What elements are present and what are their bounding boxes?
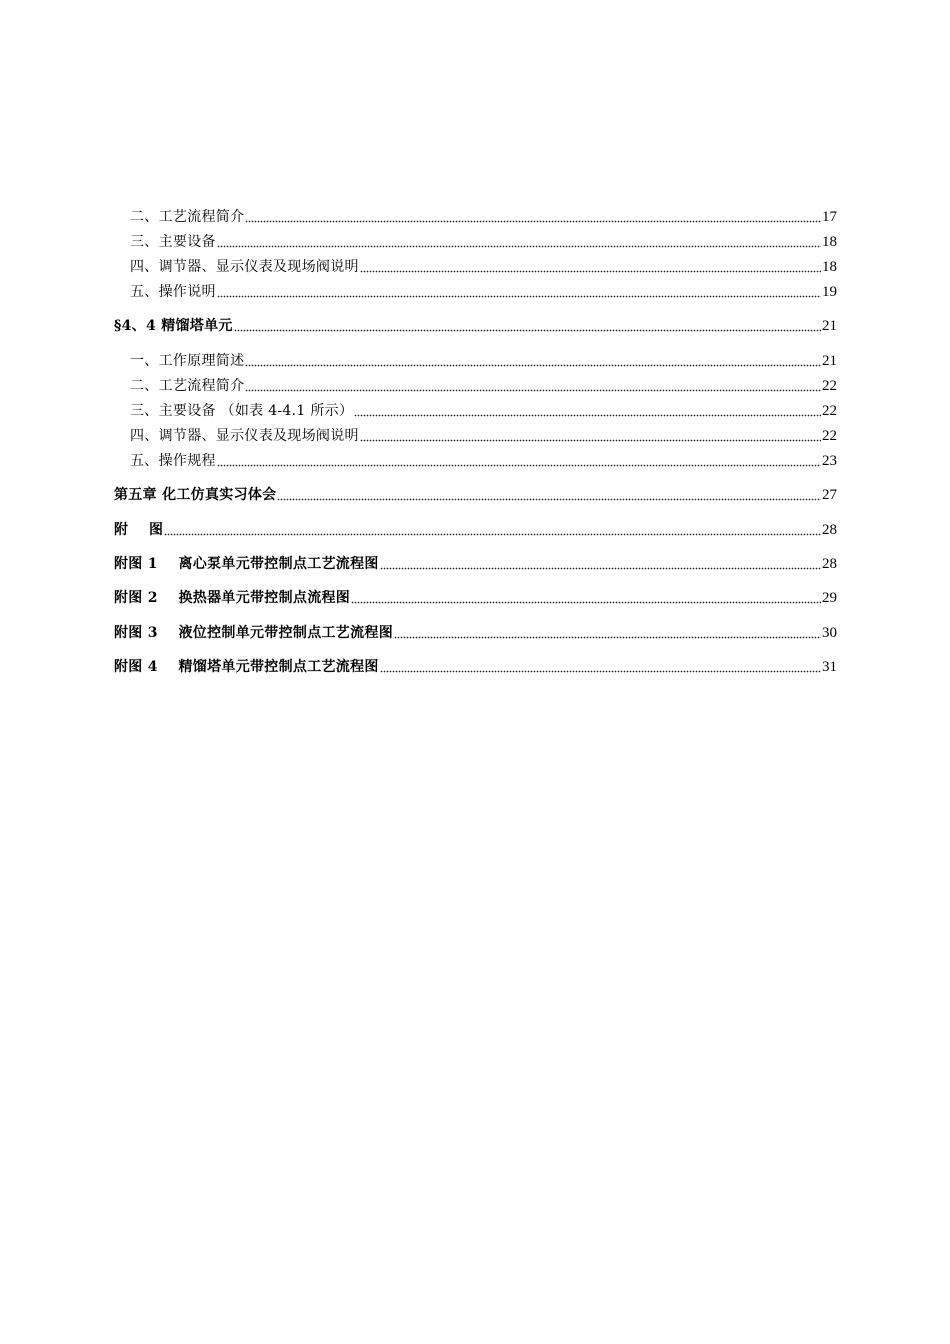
toc-entry-title: 三、主要设备 [130,234,216,250]
toc-entry-page: 28 [822,522,837,538]
toc-entry-page: 31 [822,659,837,675]
toc-entry[interactable] [130,229,837,251]
toc-appendix-entry[interactable] [114,517,837,539]
toc-entry[interactable] [130,373,837,395]
toc-entry-title: 四、调节器、显示仪表及现场阀说明 [130,259,359,275]
toc-dot-leader [217,293,821,298]
toc-entry-page: 18 [822,234,837,250]
toc-figure-entry[interactable] [114,551,837,573]
toc-dot-leader [234,327,821,332]
toc-entry-page: 28 [822,556,837,572]
toc-section-entry[interactable] [114,313,837,335]
toc-entry-title: §4、4 精馏塔单元 [114,318,233,334]
toc-dot-leader [277,496,821,501]
toc-entry-title: 附图 3 液位控制单元带控制点工艺流程图 [114,625,394,641]
toc-entry-title: 附图 4 精馏塔单元带控制点工艺流程图 [114,659,379,675]
toc-chapter-entry[interactable] [114,482,837,504]
toc-dot-leader [394,634,821,639]
toc-entry[interactable] [130,448,837,470]
toc-dot-leader [380,668,821,673]
toc-entry-title: 第五章 化工仿真实习体会 [114,487,277,503]
toc-entry-page: 22 [822,428,837,444]
toc-dot-leader [360,268,821,273]
toc-entry-page: 23 [822,453,837,469]
toc-entry-page: 17 [822,209,837,225]
toc-entry-page: 21 [822,353,837,369]
toc-entry[interactable] [130,279,837,301]
toc-entry-page: 18 [822,259,837,275]
toc-dot-leader [354,412,821,417]
toc-dot-leader [245,387,821,392]
toc-entry[interactable] [130,423,837,445]
toc-figure-entry[interactable] [114,620,837,642]
toc-dot-leader [351,599,821,604]
toc-entry-page: 22 [822,403,837,419]
toc-dot-leader [360,437,821,442]
toc-entry-title: 一、工作原理简述 [130,353,245,369]
toc-entry-title: 附 图 [114,522,164,538]
toc-figure-entry[interactable] [114,654,837,676]
toc-entry[interactable] [130,254,837,276]
toc-entry-page: 21 [822,318,837,334]
toc-entry-title: 二、工艺流程简介 [130,209,245,225]
toc-entry-page: 30 [822,625,837,641]
toc-dot-leader [245,362,821,367]
toc-entry-title: 附图 1 离心泵单元带控制点工艺流程图 [114,556,379,572]
toc-entry-title: 五、操作规程 [130,453,216,469]
toc-dot-leader [164,531,821,536]
toc-entry-page: 27 [822,487,837,503]
toc-figure-entry[interactable] [114,585,837,607]
toc-entry-title: 三、主要设备 （如表 4-4.1 所示） [130,403,354,419]
toc-dot-leader [245,218,821,223]
toc-entry-page: 29 [822,590,837,606]
toc-dot-leader [380,565,821,570]
toc-entry[interactable] [130,398,837,420]
toc-entry-title: 五、操作说明 [130,284,216,300]
toc-dot-leader [217,462,821,467]
toc-entry-page: 22 [822,378,837,394]
toc-entry-page: 19 [822,284,837,300]
toc-entry-title: 附图 2 换热器单元带控制点流程图 [114,590,351,606]
toc-entry-title: 四、调节器、显示仪表及现场阀说明 [130,428,359,444]
toc-entry[interactable] [130,204,837,226]
toc-dot-leader [217,243,821,248]
toc-entry[interactable] [130,348,837,370]
toc-entry-title: 二、工艺流程简介 [130,378,245,394]
